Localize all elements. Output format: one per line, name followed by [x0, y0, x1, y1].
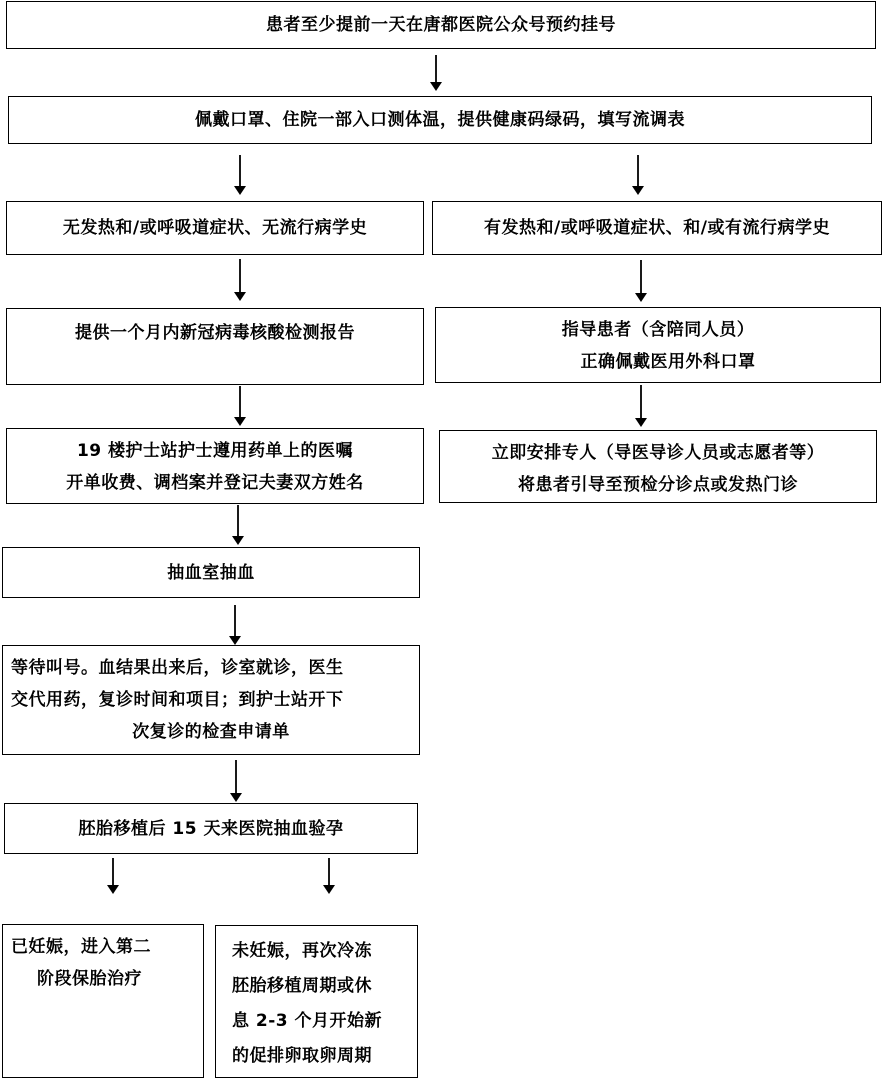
step-escort-line2: 将患者引导至预检分诊点或发热门诊	[518, 475, 798, 495]
arrow-report-to-nurse	[230, 386, 250, 426]
step-nurse-station	[6, 428, 424, 504]
outcome-not-pregnant-line2: 胚胎移植周期或休	[232, 976, 372, 996]
outcome-not-pregnant-line3: 息 2-3 个月开始新	[232, 1011, 383, 1031]
step-escort-to-triage	[439, 430, 877, 503]
step-appointment	[6, 1, 876, 49]
arrow-normal-to-report	[230, 259, 250, 301]
outcome-not-pregnant	[215, 925, 418, 1078]
arrow-entry-to-normal	[230, 155, 250, 195]
arrow-guide-to-escort	[631, 385, 651, 427]
step-entry-check	[8, 96, 872, 144]
step-consultation	[2, 645, 420, 755]
condition-no-symptom	[6, 201, 424, 255]
step-consultation-line1: 等待叫号。血结果出来后，诊室就诊，医生	[11, 658, 344, 678]
outcome-pregnant-line1: 已妊娠，进入第二	[11, 937, 151, 957]
step-appointment-text: 患者至少提前一天在唐都医院公众号预约挂号	[266, 15, 616, 35]
outcome-pregnant-line2: 阶段保胎治疗	[37, 969, 142, 989]
condition-has-symptom	[432, 201, 882, 255]
step-guide-mask-line2: 正确佩戴医用外科口罩	[580, 352, 756, 372]
arrow-consult-to-test	[226, 760, 246, 802]
outcome-pregnant	[2, 924, 204, 1078]
outcome-not-pregnant-line4: 的促排卵取卵周期	[232, 1046, 372, 1066]
condition-has-symptom-text: 有发热和/或呼吸道症状、和/或有流行病学史	[484, 218, 830, 238]
step-blood-draw	[2, 547, 420, 598]
outcome-not-pregnant-line1: 未妊娠，再次冷冻	[232, 941, 372, 961]
arrow-appointment-to-entry	[426, 55, 446, 91]
condition-no-symptom-text: 无发热和/或呼吸道症状、无流行病学史	[62, 218, 368, 238]
step-covid-test-report	[6, 308, 424, 385]
step-pregnancy-test	[4, 803, 418, 854]
step-consultation-line2: 交代用药，复诊时间和项目；到护士站开下	[11, 690, 344, 710]
arrow-nurse-to-blood	[228, 505, 248, 545]
arrow-blood-to-consult	[225, 605, 245, 645]
step-covid-test-report-text: 提供一个月内新冠病毒核酸检测报告	[75, 323, 355, 343]
arrow-entry-to-symptom	[628, 155, 648, 195]
step-pregnancy-test-text: 胚胎移植后 15 天来医院抽血验孕	[78, 818, 344, 839]
step-nurse-station-line2: 开单收费、调档案并登记夫妻双方姓名	[66, 473, 364, 493]
step-escort-line1: 立即安排专人（导医导诊人员或志愿者等）	[491, 443, 825, 463]
arrow-symptom-to-guide	[631, 260, 651, 302]
arrow-test-to-pregnant	[103, 858, 123, 894]
step-blood-draw-text: 抽血室抽血	[167, 562, 255, 583]
step-guide-mask-line1: 指导患者（含陪同人员）	[561, 320, 755, 340]
step-guide-mask	[435, 307, 881, 383]
arrow-test-to-not-pregnant	[319, 858, 339, 894]
step-consultation-line3: 次复诊的检查申请单	[132, 722, 290, 742]
step-nurse-station-line1: 19 楼护士站护士遵用药单上的医嘱	[76, 441, 354, 461]
step-entry-text: 佩戴口罩、住院一部入口测体温，提供健康码绿码，填写流调表	[195, 110, 685, 130]
